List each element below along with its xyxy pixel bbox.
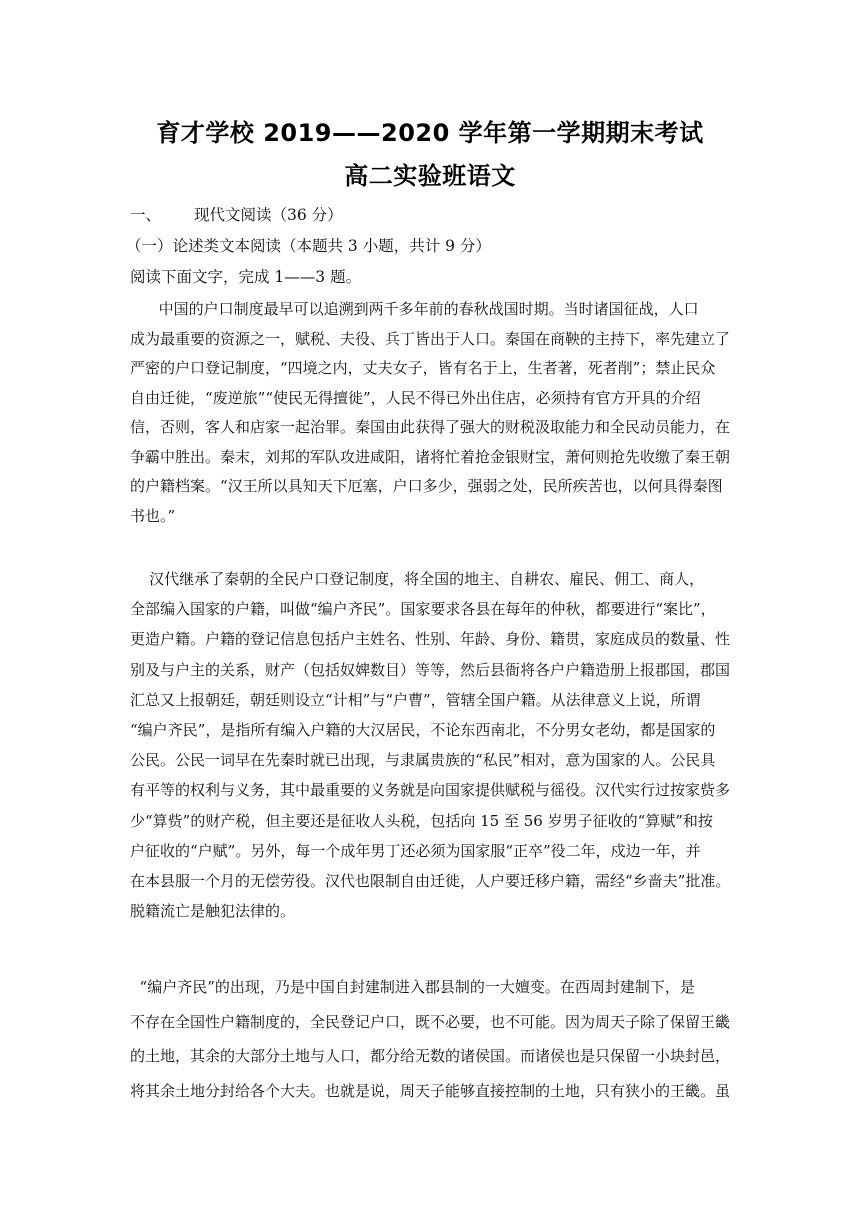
passage-paragraph-2: 汉代继承了秦朝的全民户口登记制度，将全国的地主、自耕农、雇民、佣工、商人， 全部编入国家的户籍，叫做“编户齐民”。国家要求各县在每年的仲秋，都要进行“案比”， 更造户籍。户籍的登记信息包括户主姓名、性别、年龄、身份、籍贯，家庭成员的数量、性 别及与户主的关系，财产（包括奴婢数目）等等，然后县衙将各户户籍造册上报郡国，郡国 汇总又上报朝廷，朝廷则设立“计相”与“户曹”，管辖全国户籍。从法律意义上说，所谓 “编户齐民”，是指所有编入户籍的大汉居民，不论东西南北，不分男女老幼，都是国家的 公民。公民一词早在先秦时就已出现，与隶属贵族的“私民”相对，意为国家的人。公民具 有平等的权利与义务，其中最重要的义务就是向国家提供赋税与徭役。汉代实行过按家赀多 少“算赀”的财产税，但主要还是征收人头税，包括向 15 至 56 岁男子征收的“算赋”和按 户征收的“户赋”。另外，每一个成年男丁还必须为国家服“正卒”役二年，戍边一年，并 在本县服一个月的无偿劳役。汉代也限制自由迁徙，人户要迁移户籍，需经“乡啬夫”批准。 脱籍流亡是触犯法律的。 [130, 570, 731, 921]
passage-paragraph-3: “编户齐民”的出现，乃是中国自封建制进入郡县制的一大嬗变。在西周封建制下，是 不存在全国性户籍制度的，全民登记户口，既不必要，也不可能。因为周天子除了保留王畿 的土地，其余的大部分土地与人口，都分给无数的诸侯国。而诸侯也是只保留一小块封邑， 将其余土地分封给各个大夫。也就是说，周天子能够直接控制的土地，只有狭小的王畿。虽 [130, 978, 731, 1100]
section-number: 一、 [130, 206, 162, 224]
section-title: 现代文阅读（36 分） [194, 206, 343, 224]
subsection-title: （一）论述类文本阅读（本题共 3 小题，共计 9 分） [126, 237, 491, 255]
exam-title: 育才学校 2019——2020 学年第一学期期末考试 [156, 119, 704, 147]
reading-instruction: 阅读下面文字，完成 1——3 题。 [130, 268, 362, 286]
exam-subtitle: 高二实验班语文 [344, 162, 516, 190]
passage-paragraph-1: 中国的户口制度最早可以追溯到两千多年前的春秋战国时期。当时诸国征战，人口 成为最重要的资源之一，赋税、夫役、兵丁皆出于人口。秦国在商鞅的主持下，率先建立了 严密的户口登记制度，“四境之内，丈夫女子，皆有名于上，生者著，死者削”；禁止民众 自由迁徙，“废逆旅”“使民无得擅徙”，人民不得已外出住店，必须持有官方开具的介绍 信，否则，客人和店家一起治罪。秦国由此获得了强大的财税汲取能力和全民动员能力，在 争霸中胜出。秦末，刘邦的军队攻进咸阳，诸将忙着抢金银财宝，萧何则抢先收缴了秦王朝 的户籍档案。“汉王所以具知天下厄塞，户口多少，强弱之处，民所疾苦也，以何具得秦图 书也。” [130, 300, 731, 525]
